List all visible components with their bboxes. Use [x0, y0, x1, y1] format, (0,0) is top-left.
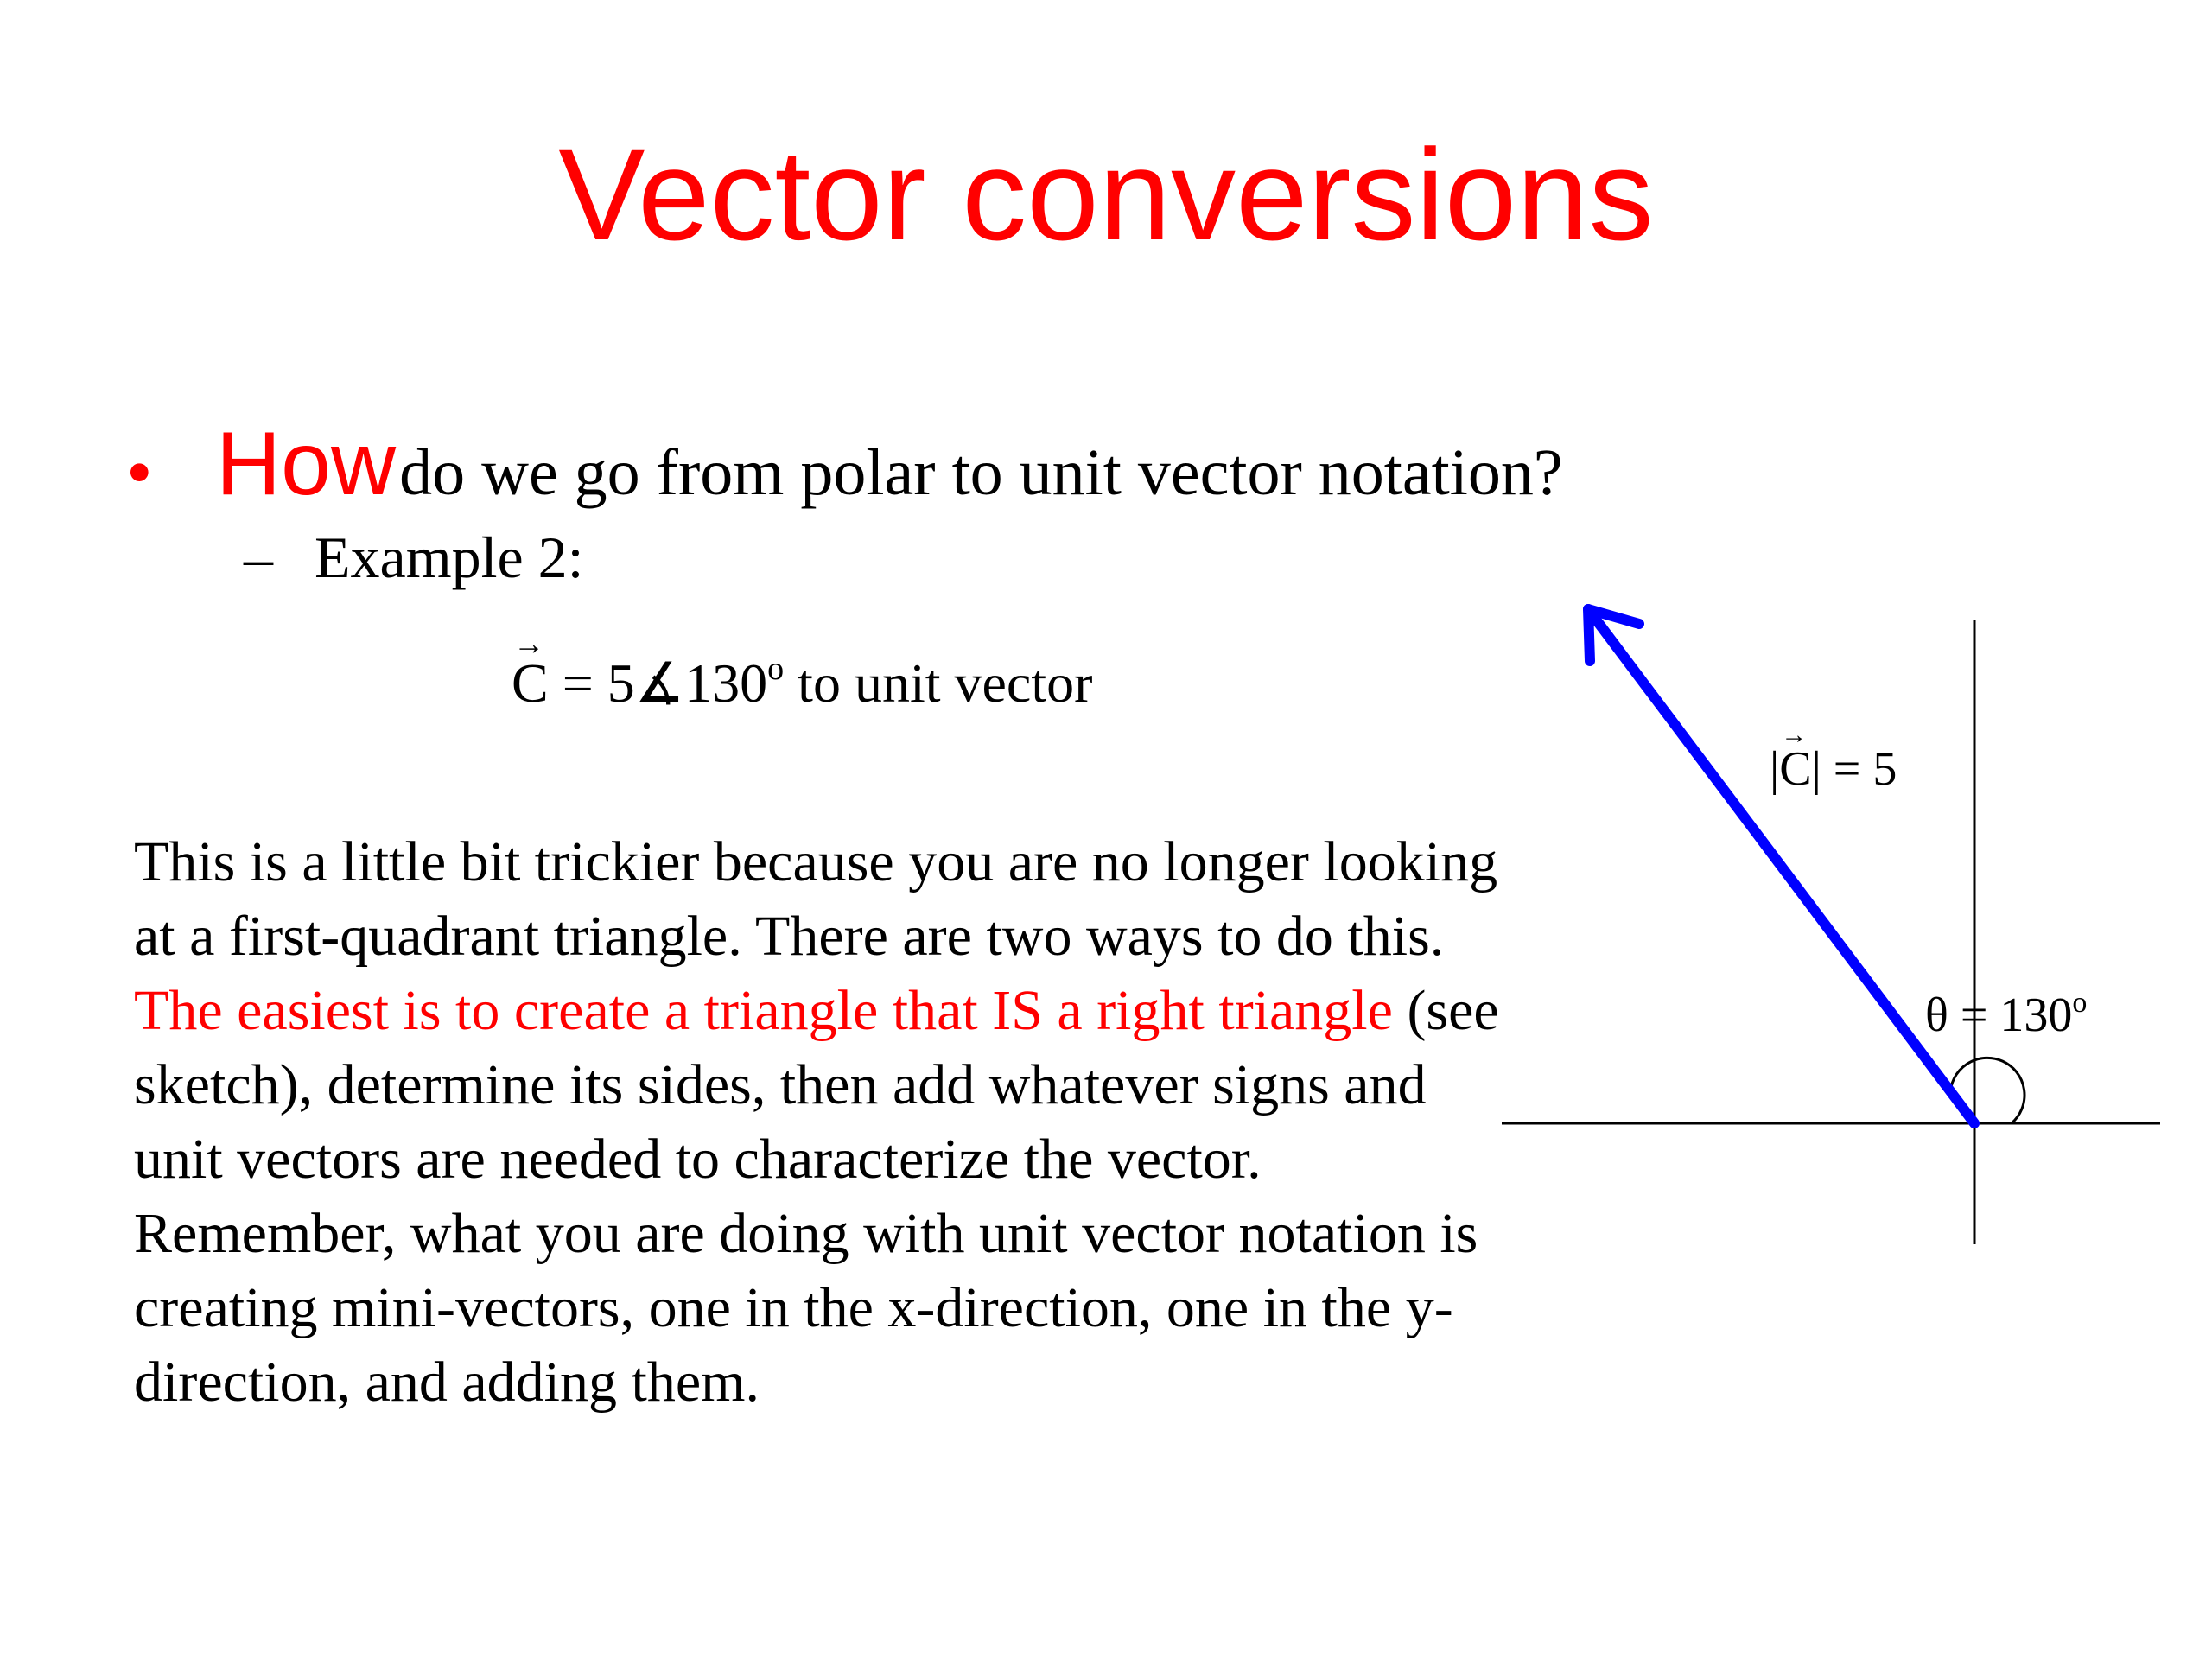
equation-relation: = 5	[548, 652, 635, 714]
angle-label	[1925, 987, 2087, 1043]
magnitude-left-bar: |	[1770, 742, 1780, 796]
vector-letter: C	[512, 652, 549, 714]
explanation-highlight: The easiest is to create a triangle that IS a right triangle	[134, 979, 1393, 1042]
bullet-text: do we go from polar to unit vector notation?	[399, 436, 1563, 509]
explanation-part-1: This is a little bit trickier because you are no longer looking at a first-quadrant triangle. There are two ways to do this.	[134, 830, 1498, 968]
degree-symbol: o	[767, 651, 785, 687]
angle-symbol: ∡	[634, 652, 685, 714]
magnitude-label	[1770, 721, 1897, 797]
explanation-part-2: (see sketch), determine its sides, then add whatever signs and unit vectors are needed to characterize the vector. Remember, what you are doing with unit vector notation is creating mini-vectors, one in the x-direction, one in the y-direction, and adding them.	[134, 979, 1499, 1414]
magnitude-right-bar: |	[1811, 742, 1821, 796]
vector-arrow-icon: →	[513, 626, 544, 661]
magnitude-value: = 5	[1821, 742, 1897, 796]
angle-label-value: = 130	[1948, 988, 2073, 1042]
magnitude-vector-symbol	[1779, 721, 1812, 797]
angle-value: 130	[684, 652, 768, 714]
bullet-highlight-word: How	[216, 414, 397, 514]
bullet-dot: •	[128, 435, 151, 509]
vector-c-line	[1588, 609, 1974, 1123]
sub-bullet-dash: –	[244, 524, 273, 590]
magnitude-arrow-icon: →	[1781, 721, 1808, 749]
sub-bullet-text: Example 2:	[315, 524, 584, 590]
magnitude-letter: C	[1779, 742, 1812, 796]
equation-suffix: to unit vector	[798, 652, 1093, 714]
theta-symbol: θ	[1925, 988, 1948, 1042]
angle-label-degree: o	[2072, 987, 2088, 1019]
slide-title: Vector conversions	[558, 122, 1654, 267]
